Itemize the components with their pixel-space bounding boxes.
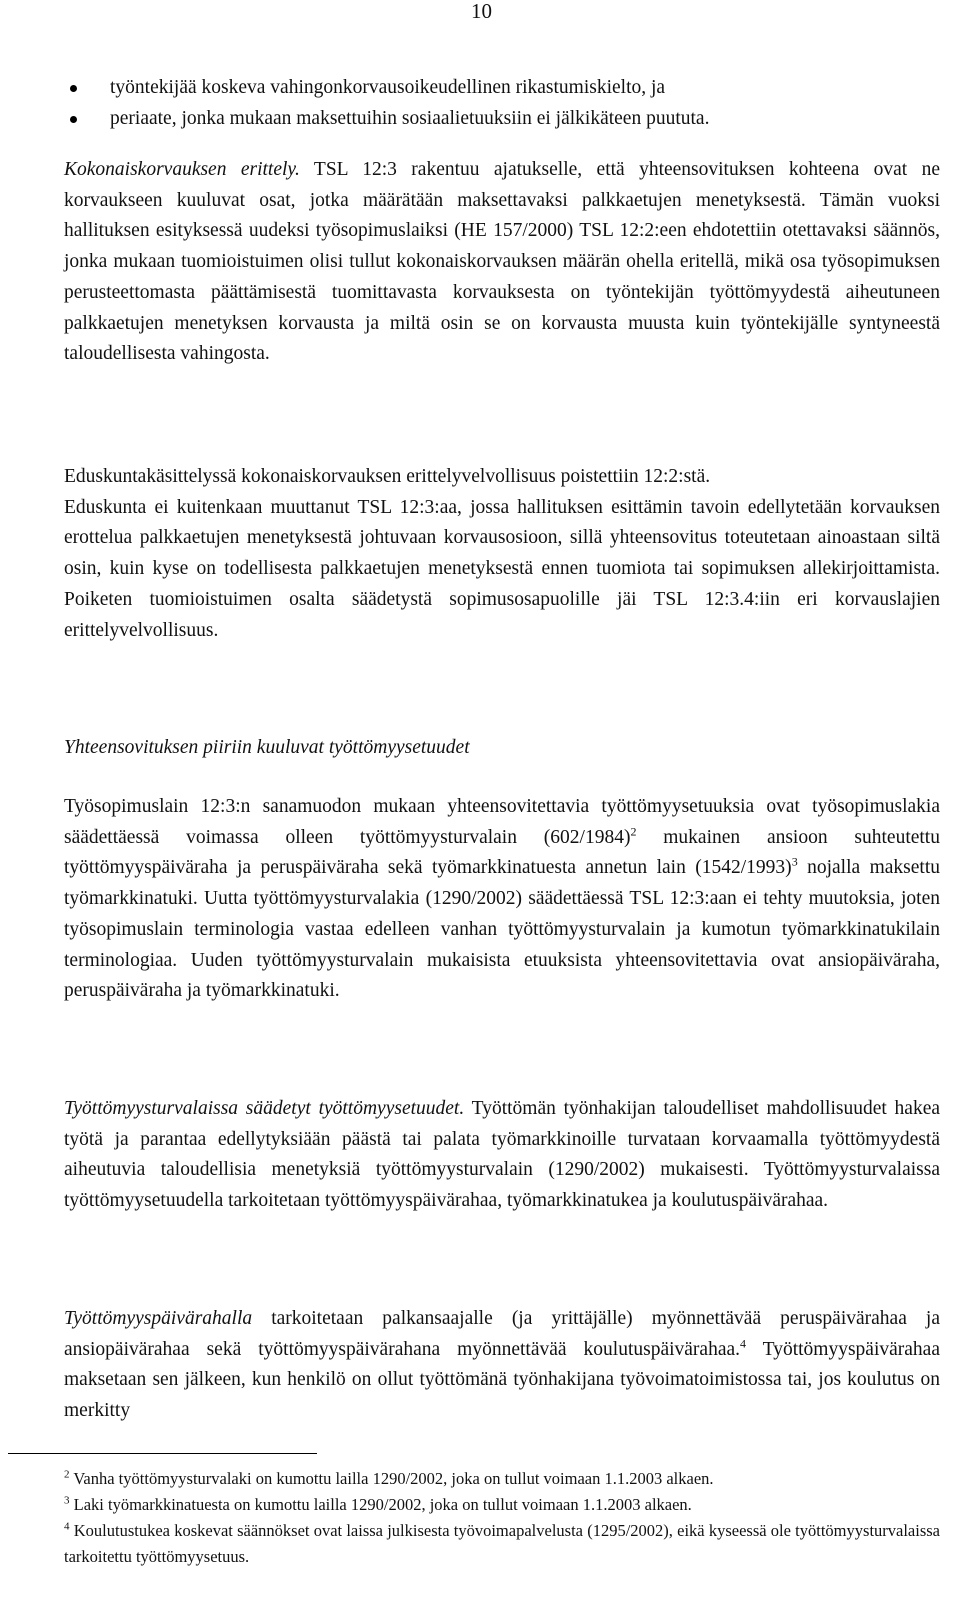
- paragraph-body: TSL 12:3 rakentuu ajatukselle, että yhteensovituksen kohteena ovat ne korvaukseen kuuluvat osat, jotka määrätään maksettavaksi palkkaetujen menetyksestä. Tämän vuoksi hallituksen esityksessä uudeksi työsopimuslaiksi (HE 157/2000) TSL 12:2:een ehdotettiin otettavaksi säännös, jonka mukaan tuomioistuimen olisi tullut kokonaiskorvauksen määrän ohella eritellä, mikä osa työsopimuksen perusteettomasta päättämisestä tuomittavasta korvauksesta on työntekijän työttömyydestä aiheutuneen palkkaetujen menetyksen korvausta ja miltä osin se on korvausta muusta kuin työntekijälle syntyneestä taloudellisesta vahingosta.: [64, 159, 940, 365]
- paragraph-text: Työsopimuslain 12:3:n sanamuodon mukaan yhteensovitettavia työttömyysetuuksia ovat työsopimuslakia säädettäessä voimassa olleen työttömyysturvalain (602/1984): [64, 796, 940, 848]
- paragraph-first-line: Eduskuntakäsittelyssä kokonaiskorvauksen erittelyvelvollisuus poistettiin 12:2:stä.: [64, 466, 711, 487]
- footnote-text: Vanha työttömyysturvalaki on kumottu lailla 1290/2002, joka on tullut voimaan 1.1.2003 alkaen.: [73, 1469, 714, 1488]
- footnote-text: Koulutustukea koskevat säännökset ovat laissa julkisesta työvoimapalvelusta (1295/2002), eikä kyseessä ole työttömyysturvalaissa tarkoitettu työttömyysetuus.: [64, 1521, 940, 1566]
- paragraph-text: nojalla maksettu työmarkkinatuki. Uutta työttömyysturvalakia (1290/2002) säädettäessä TSL 12:3:aan ei tehty muutoksia, joten työsopimuslain terminologia vastaa edelleen vanhan työttömyysturvalain ja kumotun työmarkkinatukilain terminologiaa. Uuden työttömyysturvalain mukaisista etuuksista yhteensovitettavia ovat ansiopäiväraha, peruspäiväraha ja työmarkkinatuki.: [64, 857, 941, 1002]
- paragraph-body: Työttömän työnhakijan taloudelliset mahdollisuudet hakea työtä ja parantaa edellytyksiään päästä tai palata työmarkkinoille turvataan korvaamalla työttömyydestä aiheutuvia taloudellisia menetyksiä työttömyysturvalain (1290/2002) mukaisesti. Työttömyysturvalaissa työttömyysetuudella tarkoitetaan työttömyyspäivärahaa, työmarkkinatukea ja koulutuspäivärahaa.: [64, 1098, 941, 1212]
- list-item: [64, 73, 709, 104]
- paragraph-lead: Työttömyysturvalaissa säädetyt työttömyysetuudet.: [64, 1098, 465, 1119]
- paragraph-tyottomyysetuudet: [64, 1094, 940, 1217]
- list-item: [64, 104, 709, 135]
- footnote-2: [64, 1466, 940, 1492]
- paragraph-text: Työttömyyspäivärahaa maksetaan sen jälkeen, kun henkilö on ollut työttömänä työnhakijana työvoimatoimistossa tai, jos koulutus on merkitty: [64, 1338, 940, 1422]
- page-number: 10: [471, 0, 492, 23]
- footnote-number: 2: [64, 1468, 70, 1481]
- footnote-number: 3: [64, 1494, 70, 1507]
- paragraph-text: tarkoitetaan palkansaajalle (ja yrittäjälle) myönnettävää peruspäivärahaa ja ansiopäivärahaa sekä työttömyyspäivärahana myönnettävää koulutuspäivärahaa.: [64, 1308, 940, 1360]
- footnote-ref[interactable]: 3: [791, 854, 798, 869]
- bullet-icon: [70, 116, 77, 123]
- section-heading: Yhteensovituksen piiriin kuuluvat työttömyysetuudet: [64, 737, 470, 758]
- footnote-4: [64, 1518, 940, 1570]
- footnote-3: [64, 1492, 940, 1518]
- paragraph-body: Eduskunta ei kuitenkaan muuttanut TSL 12:3:aa, jossa hallituksen esittämin tavoin edellytetään korvauksen erottelua palkkaetujen menetyksestä johtuvaan korvausosioon, sillä yhteensovitus toteutetaan ainoastaan siltä osin, kuin kyse on todellisesta palkkaetujen menetyksestä ennen tuomiota tai sopimuksen allekirjoittamista. Poiketen tuomioistuimen osalta säädetystä sopimusosapuolille jäi TSL 12:3.4:iin eri korvauslajien erittelyvelvollisuus.: [64, 496, 940, 641]
- paragraph-eduskunta: [64, 462, 940, 646]
- paragraph-text: mukainen ansioon suhteutettu työttömyyspäiväraha ja peruspäiväraha sekä työmarkkinatuesta annetun lain (1542/1993): [64, 826, 940, 879]
- paragraph-lead: Työttömyyspäivärahalla: [64, 1308, 253, 1329]
- bullet-text: työntekijää koskeva vahingonkorvausoikeudellinen rikastumiskielto, ja: [110, 77, 666, 98]
- footnote-ref[interactable]: 2: [630, 824, 637, 839]
- bullet-text: periaate, jonka mukaan maksettuihin sosiaalietuuksiin ei jälkikäteen puututa.: [110, 107, 710, 129]
- footnote-divider: [8, 1453, 317, 1454]
- paragraph-lead: Kokonaiskorvauksen erittely.: [64, 159, 300, 180]
- bullet-icon: [70, 85, 77, 92]
- paragraph-yhteensovitettavat: [64, 792, 940, 1007]
- bullet-list: [64, 73, 709, 134]
- footnote-text: Laki työmarkkinatuesta on kumottu lailla 1290/2002, joka on tullut voimaan 1.1.2003 alkaen.: [73, 1495, 692, 1514]
- footnote-ref[interactable]: 4: [740, 1336, 747, 1351]
- paragraph-tyottomyyspaivaraha: [64, 1304, 940, 1427]
- footnote-number: 4: [64, 1520, 70, 1533]
- paragraph-kokonaiskorvaus: [64, 155, 940, 370]
